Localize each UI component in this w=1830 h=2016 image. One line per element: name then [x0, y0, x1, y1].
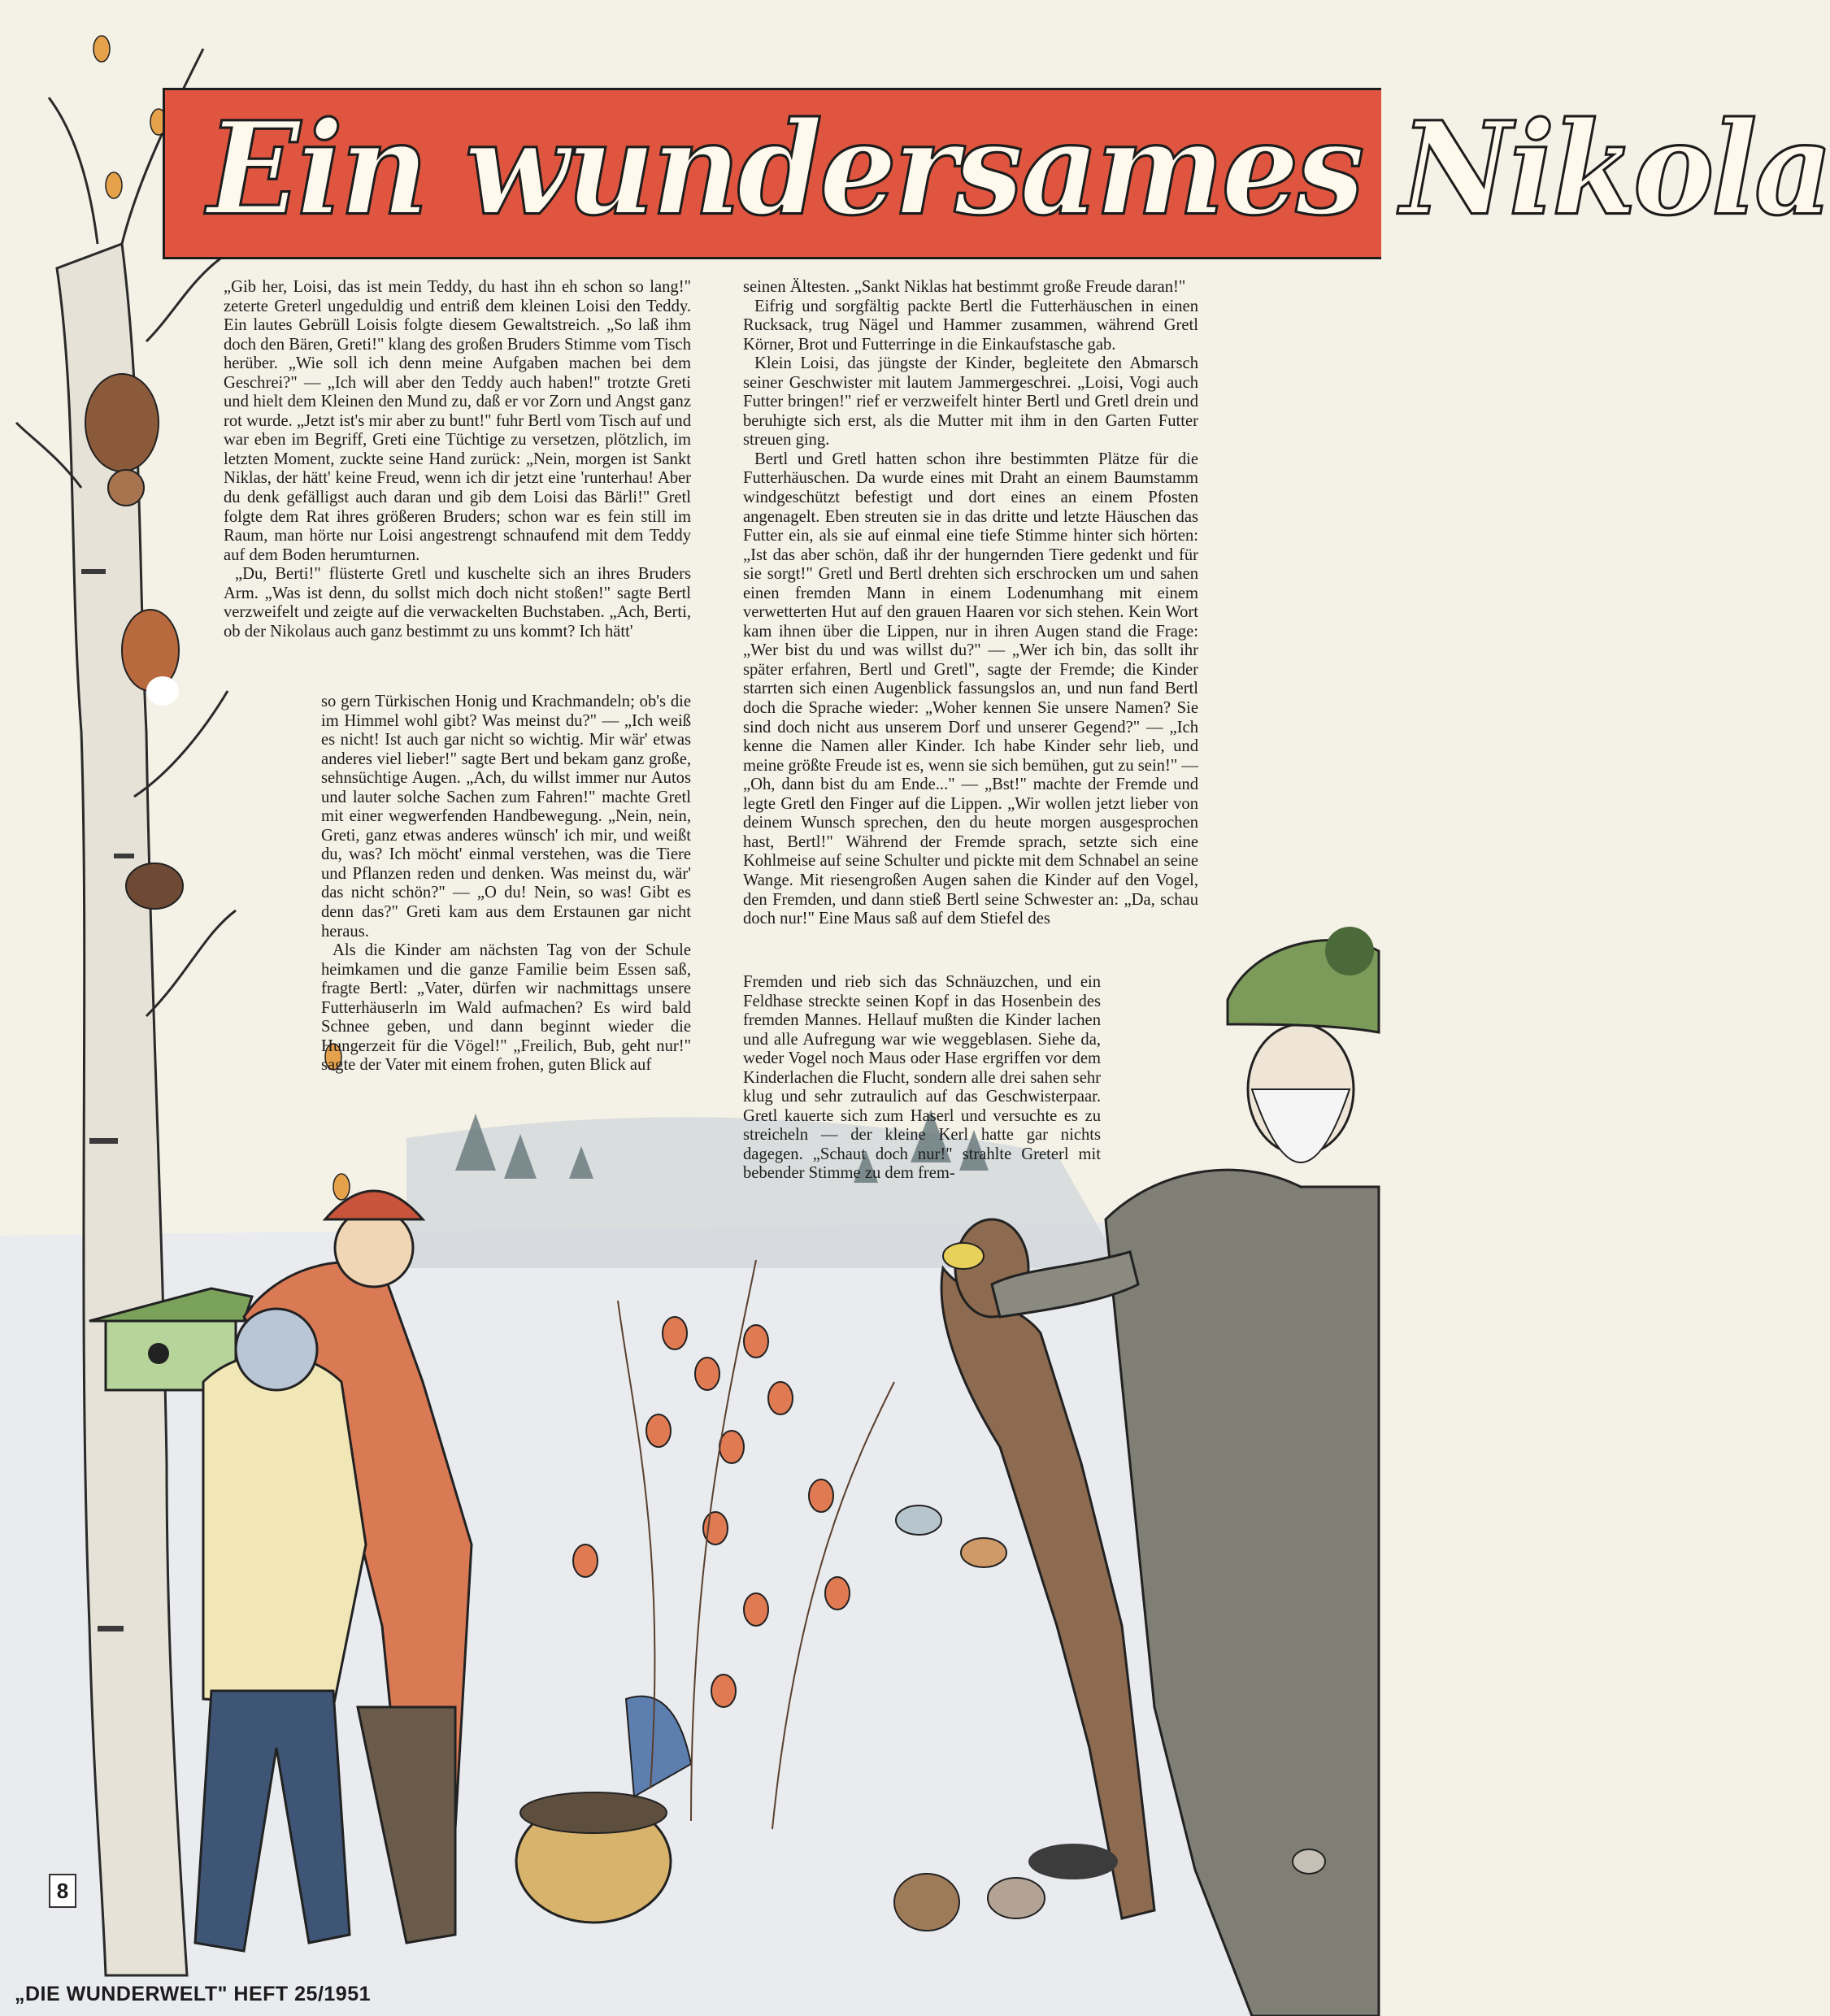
paragraph: Klein Loisi, das jüngste der Kinder, begleitete den Abmarsch seiner Geschwister mit lautem Jammergeschrei. „Loisi, Vogi auch Futter bringen!" rief er verzweifelt hinter Bertl und Gretl drein und beruhigte sich erst, als die Mutter mit ihm in den Garten Futter streuen ging. [743, 354, 1198, 450]
text-column-2 [743, 278, 1198, 929]
text-column-2-continued [743, 973, 1101, 1184]
squirrel-3 [126, 863, 183, 909]
text-column-1 [224, 278, 691, 641]
paragraph: Als die Kinder am nächsten Tag von der Schule heimkamen und die ganze Familie beim Essen saß, fragte Bertl: „Vater, dürfen wir nachmittags unsere Futterhäuserln im Wald aufmachen? Es wird bald Schnee geben, und dann beginnt wieder die Hungerzeit für die Vögel!" „Freilich, Bub, geht nur!" sagte der Vater mit einem frohen, guten Blick auf [321, 941, 691, 1075]
paragraph: Eifrig und sorgfältig packte Bertl die Futterhäuschen in einen Rucksack, trug Nägel und Hammer zusammen, während Gretl Körner, Brot und Futterringe in die Einkaufstasche gab. [743, 297, 1198, 354]
page-title: Ein wundersames Nikola [207, 93, 1830, 245]
paragraph: so gern Türkischen Honig und Krachmandeln; ob's die im Himmel wohl gibt? Was meinst du?" — „Ich weiß es nicht! Ist auch gar nicht so wichtig. Mir wär' etwas anderes viel lieber!" sagte Bert und bekam ganz große, sehnsüchtige Augen. „Ach, du willst immer nur Autos und lauter solche Sachen zum Fahren!" machte Gretl mit einer wegwerfenden Handbewegung. „Nein, nein, Greti, ganz etwas anderes wünsch' ich mir, und weißt du, was? Ich möcht' einmal verstehen, was die Tiere und Pflanzen reden und denken. Was meinst du, wär' das nicht schön?" — „O du! Nein, so was! Gibt es denn das?" Greti kam aus dem Erstaunen gar nicht heraus. [321, 693, 691, 941]
paragraph: „Du, Berti!" flüsterte Gretl und kuschelte sich an ihres Bruders Arm. „Was ist denn, du sollst mich doch nicht stoßen!" sagte Bertl verzweifelt und zeigte auf die verwackelten Buchstaben. „Ach, Berti, ob der Nikolaus auch ganz bestimmt zu uns kommt? Ich hätt' [224, 565, 691, 641]
page-number: 8 [49, 1874, 76, 1908]
paragraph: Bertl und Gretl hatten schon ihre bestimmten Plätze für die Futterhäuschen. Da wurde eines mit Draht an einem Baumstamm windgeschützt befestigt und dort eines an einem Pfosten angenagelt. Eben streuten sie in das dritte und letzte Häuschen das Futter ein, als sie auf einmal eine tiefe Stimme hinter sich hörten: „Ist das aber schön, daß ihr der hungernden Tiere gedenkt und für sie sorgt!" Gretl und Bertl drehten sich erschrocken um und sahen einen fremden Mann in einem Lodenumhang mit einem verwetterten Hut auf den grauen Haaren vor sich stehen. Kein Wort kam ihnen über die Lippen, nur in ihren Augen stand die Frage: „Wer bist du und was willst du?" — „Wer ich bin, das sollt ihr später erfahren, Bertl und Gretl", sagte der Fremde; die Kinder starrten sich einen Augenblick fassungslos an, und nun fand Bertl doch die Sprache wieder: „Woher kennen Sie unsere Namen? Sie sind doch nicht aus unserem Dorf und unserer Gegend?" — „Ich kenne die Namen aller Kinder. Ich habe Kinder sehr lieb, und meine größte Freude ist es, wenn sie sich bemühen, gut zu sein!" — „Oh, dann bist du am Ende..." — „Bst!" machte der Fremde und legte Gretl den Finger auf die Lippen. „Wir wollen jetzt lieber von deinem Wunsch sprechen, den du heute morgen ausgesprochen hast, Bertl!" Während der Fremde sprach, setzte sich eine Kohlmeise auf seine Schulter und pickte mit dem Schnabel an seine Wange. Mit riesengroßen Augen sahen die Kinder auf den Vogel, den Fremden, und dann stieß Bertl seine Schwester an: „Da, schau doch nur!" Eine Maus saß auf dem Stiefel des [743, 450, 1198, 928]
magazine-footer: „DIE WUNDERWELT" HEFT 25/1951 [15, 1983, 371, 2005]
title-banner [163, 88, 1830, 259]
paragraph: Fremden und rieb sich das Schnäuzchen, und ein Feldhase streckte seinen Kopf in das Hosenbein des fremden Mannes. Hellauf mußten die Kinder lachen und alle Aufregung war wie weggeblasen. Siehe da, weder Vogel noch Maus oder Hase ergriffen vor dem Kinderlachen die Flucht, sondern alle drei sahen sehr klug und sehr zutraulich auf das Geschwisterpaar. Gretl kauerte sich zum Haserl und versuchte es zu streicheln — der kleine Kerl hatte gar nichts dagegen. „Schaut doch nur!" strahlte Greterl mit bebender Stimme zu dem frem- [743, 973, 1101, 1183]
paragraph: seinen Ältesten. „Sankt Niklas hat bestimmt große Freude daran!" [743, 278, 1186, 296]
text-column-1-continued [321, 693, 691, 1075]
paragraph: „Gib her, Loisi, das ist mein Teddy, du hast ihn eh schon so lang!" zeterte Greterl ungeduldig und entriß dem kleinen Loisi den Teddy. Ein lautes Gebrüll Loisis folgte diesem Gewaltstreich. „So laß ihm doch den Bären, Greti!" klang des großen Bruders Stimme vom Tisch herüber. „Wie soll ich denn meine Aufgaben machen bei dem Geschrei?" — „Ich will aber den Teddy auch haben!" trotzte Greti und hielt dem Kleinen den Mund zu, daß er vor Zorn und Angst ganz rot wurde. „Jetzt ist's mir aber zu bunt!" fuhr Bertl vom Tisch auf und war eben im Begriff, Greti eine Tüchtige zu versetzen, plötzlich, im letzten Moment, zuckte seine Hand zurück: „Nein, morgen ist Sankt Niklas, der hätt' keine Freud, wenn ich dir jetzt eine 'runterhau! Aber du denk gefälligst auch daran und gib dem Loisi das Bärli!" Gretl folgte dem Rat ihres größeren Bruders; schon war es fein still im Raum, man hörte nur Loisi angestrengt schnaufend mit dem Teddy auf dem Boden herumturnen. [224, 278, 691, 564]
